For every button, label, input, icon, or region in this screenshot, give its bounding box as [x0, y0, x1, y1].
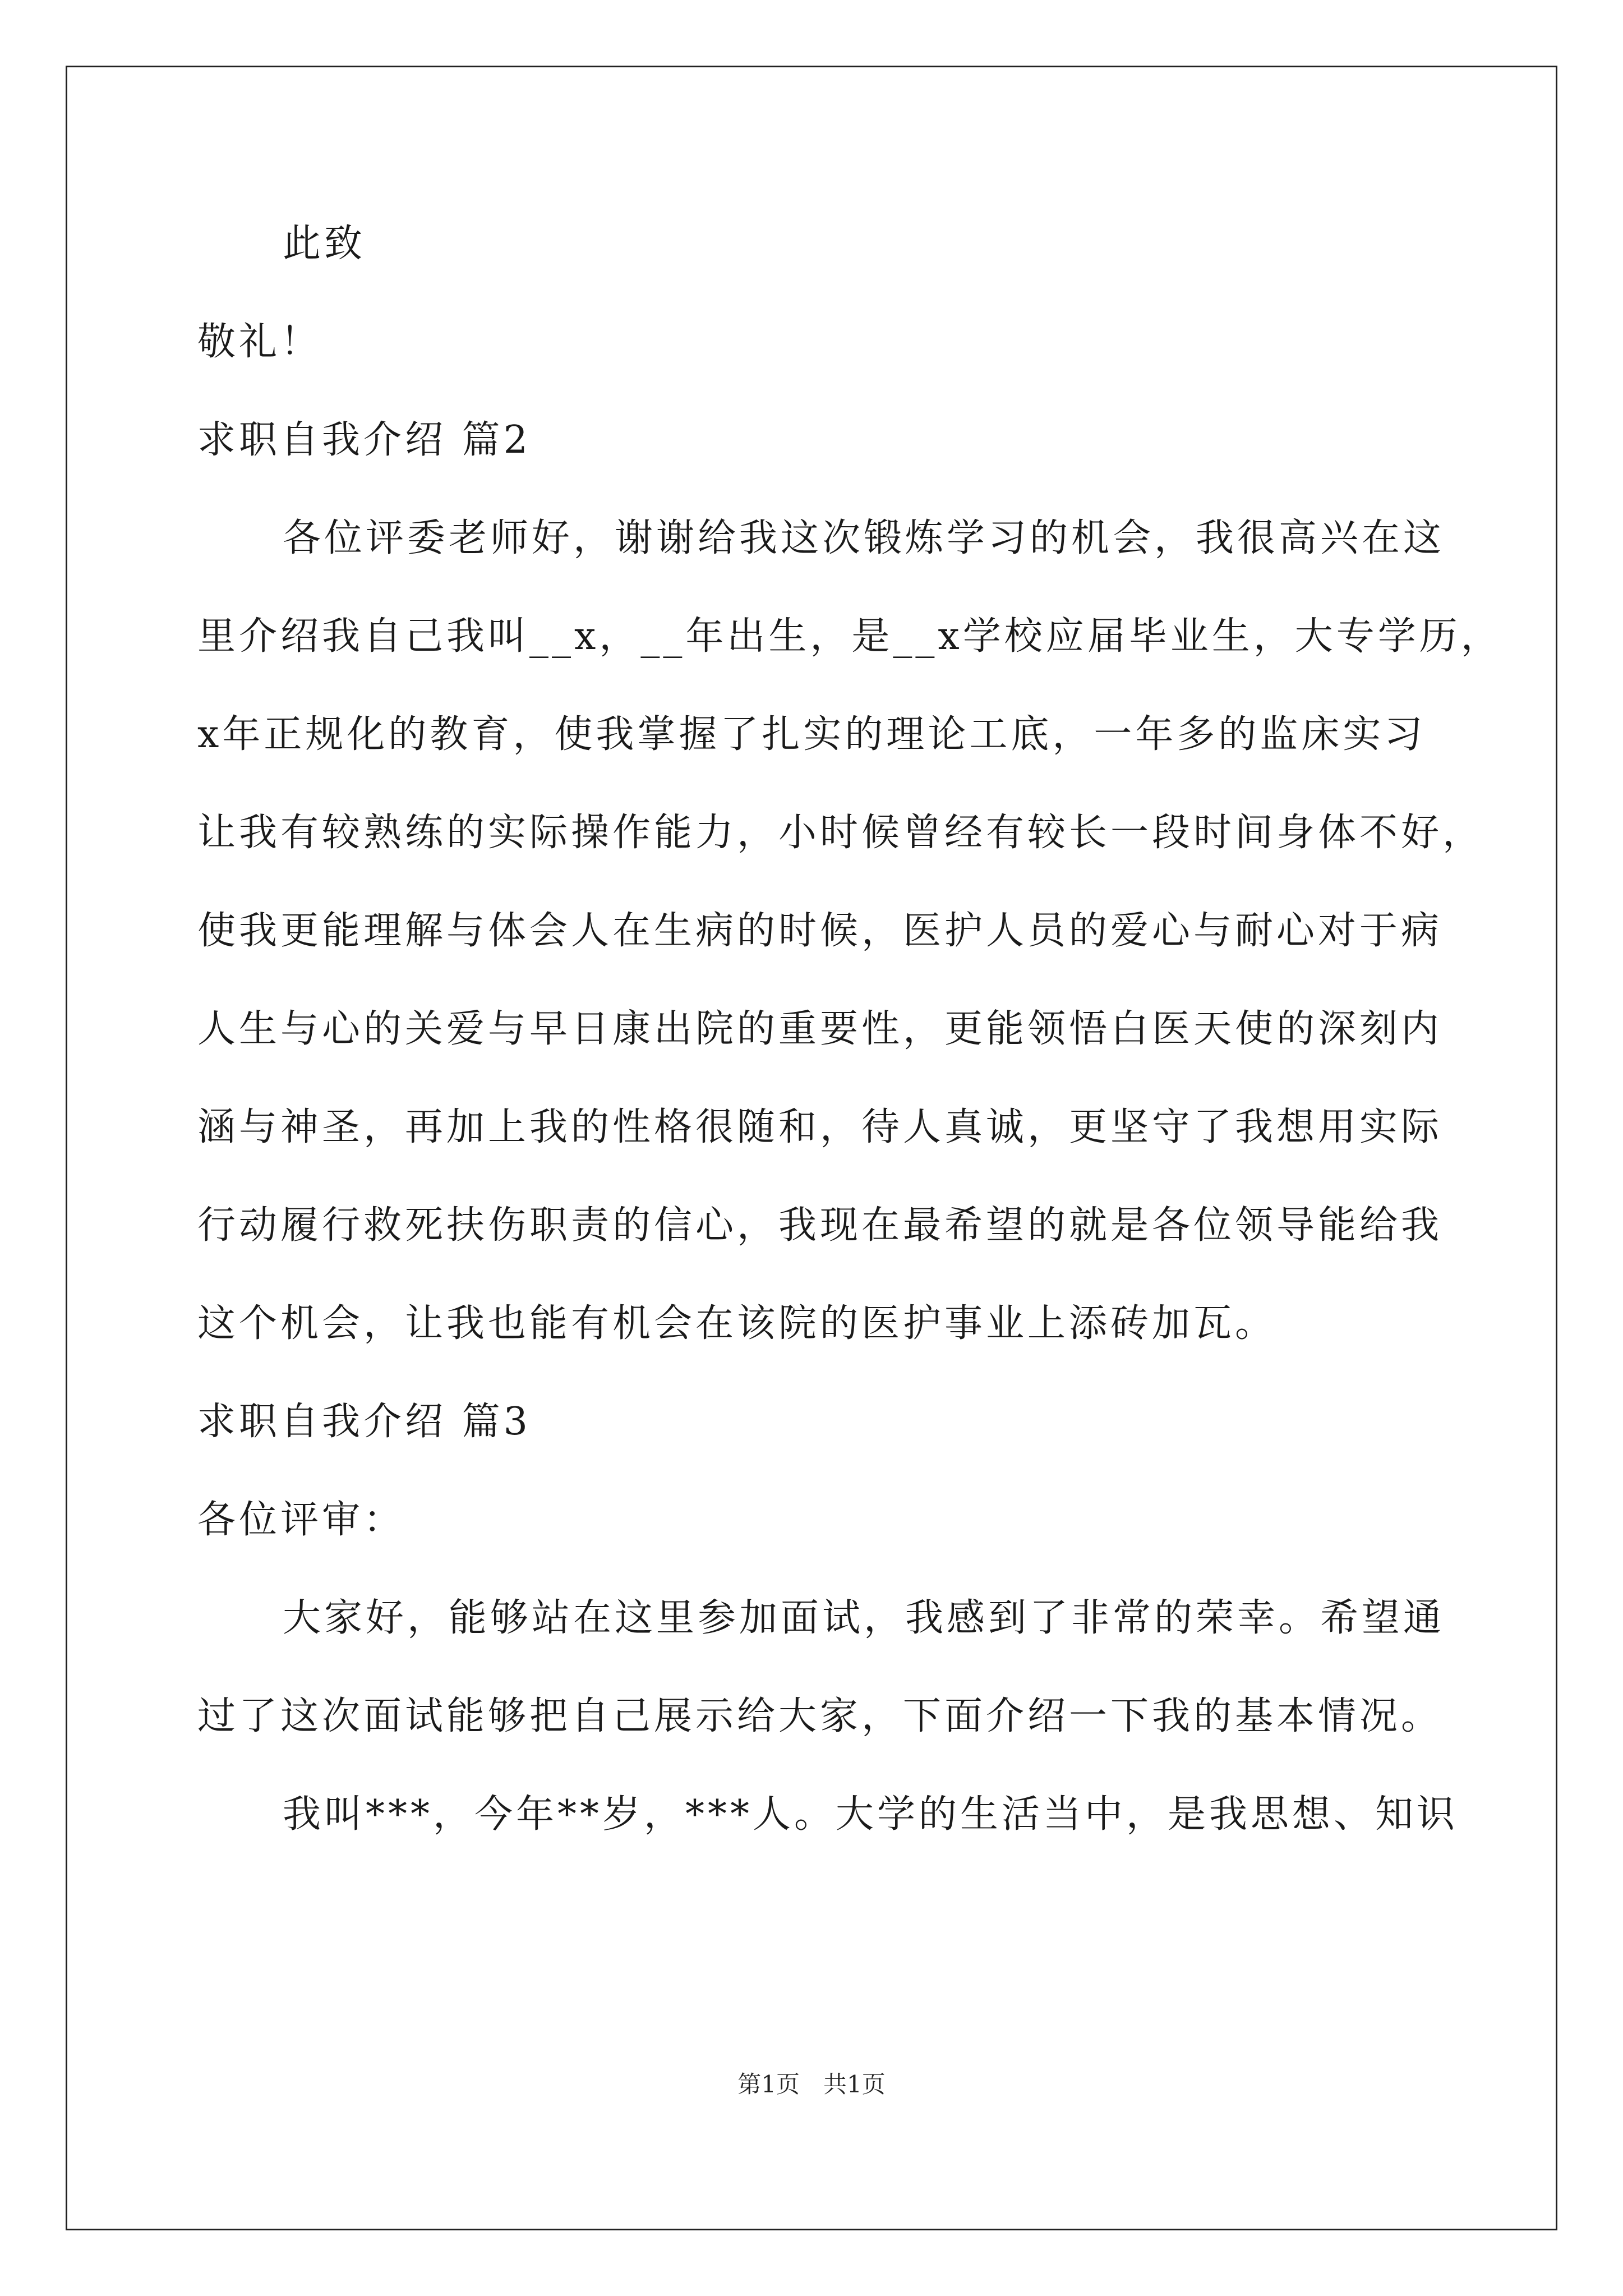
section-heading-2: 求职自我介绍 篇2: [197, 418, 531, 462]
paragraph-line: 各位评委老师好，谢谢给我这次锻炼学习的机会，我很高兴在这: [283, 516, 1445, 560]
page-number: 第1页 共1页: [737, 2070, 886, 2098]
paragraph-line: x年正规化的教育，使我掌握了扎实的理论工底，一年多的监床实习: [197, 712, 1426, 757]
paragraph-line: 人生与心的关爱与早日康出院的重要性，更能领悟白医天使的深刻内: [197, 1007, 1443, 1051]
paragraph-line: 使我更能理解与体会人在生病的时候，医护人员的爱心与耐心对于病: [197, 909, 1443, 953]
paragraph-line: 这个机会，让我也能有机会在该院的医护事业上添砖加瓦。: [197, 1301, 1277, 1346]
paragraph-line: 让我有较熟练的实际操作能力，小时候曾经有较长一段时间身体不好，: [197, 811, 1484, 855]
paragraph-line: 我叫***，今年**岁，***人。大学的生活当中，是我思想、知识: [283, 1792, 1459, 1837]
paragraph-line: 过了这次面试能够把自己展示给大家，下面介绍一下我的基本情况。: [197, 1694, 1443, 1738]
paragraph-line: 行动履行救死扶伤职责的信心，我现在最希望的就是各位领导能给我: [197, 1203, 1443, 1248]
section-heading-3: 求职自我介绍 篇3: [197, 1400, 531, 1444]
paragraph-line: 大家好，能够站在这里参加面试，我感到了非常的荣幸。希望通: [283, 1596, 1445, 1640]
paragraph-line: 涵与神圣，再加上我的性格很随和，待人真诚，更坚守了我想用实际: [197, 1105, 1443, 1149]
closing-regards: 敬礼！: [197, 320, 322, 364]
salutation: 各位评审：: [197, 1498, 405, 1542]
paragraph-line: 里介绍我自己我叫__x，__年出生，是__x学校应届毕业生，大专学历，: [197, 614, 1502, 659]
closing-salutation: 此致: [283, 222, 366, 266]
